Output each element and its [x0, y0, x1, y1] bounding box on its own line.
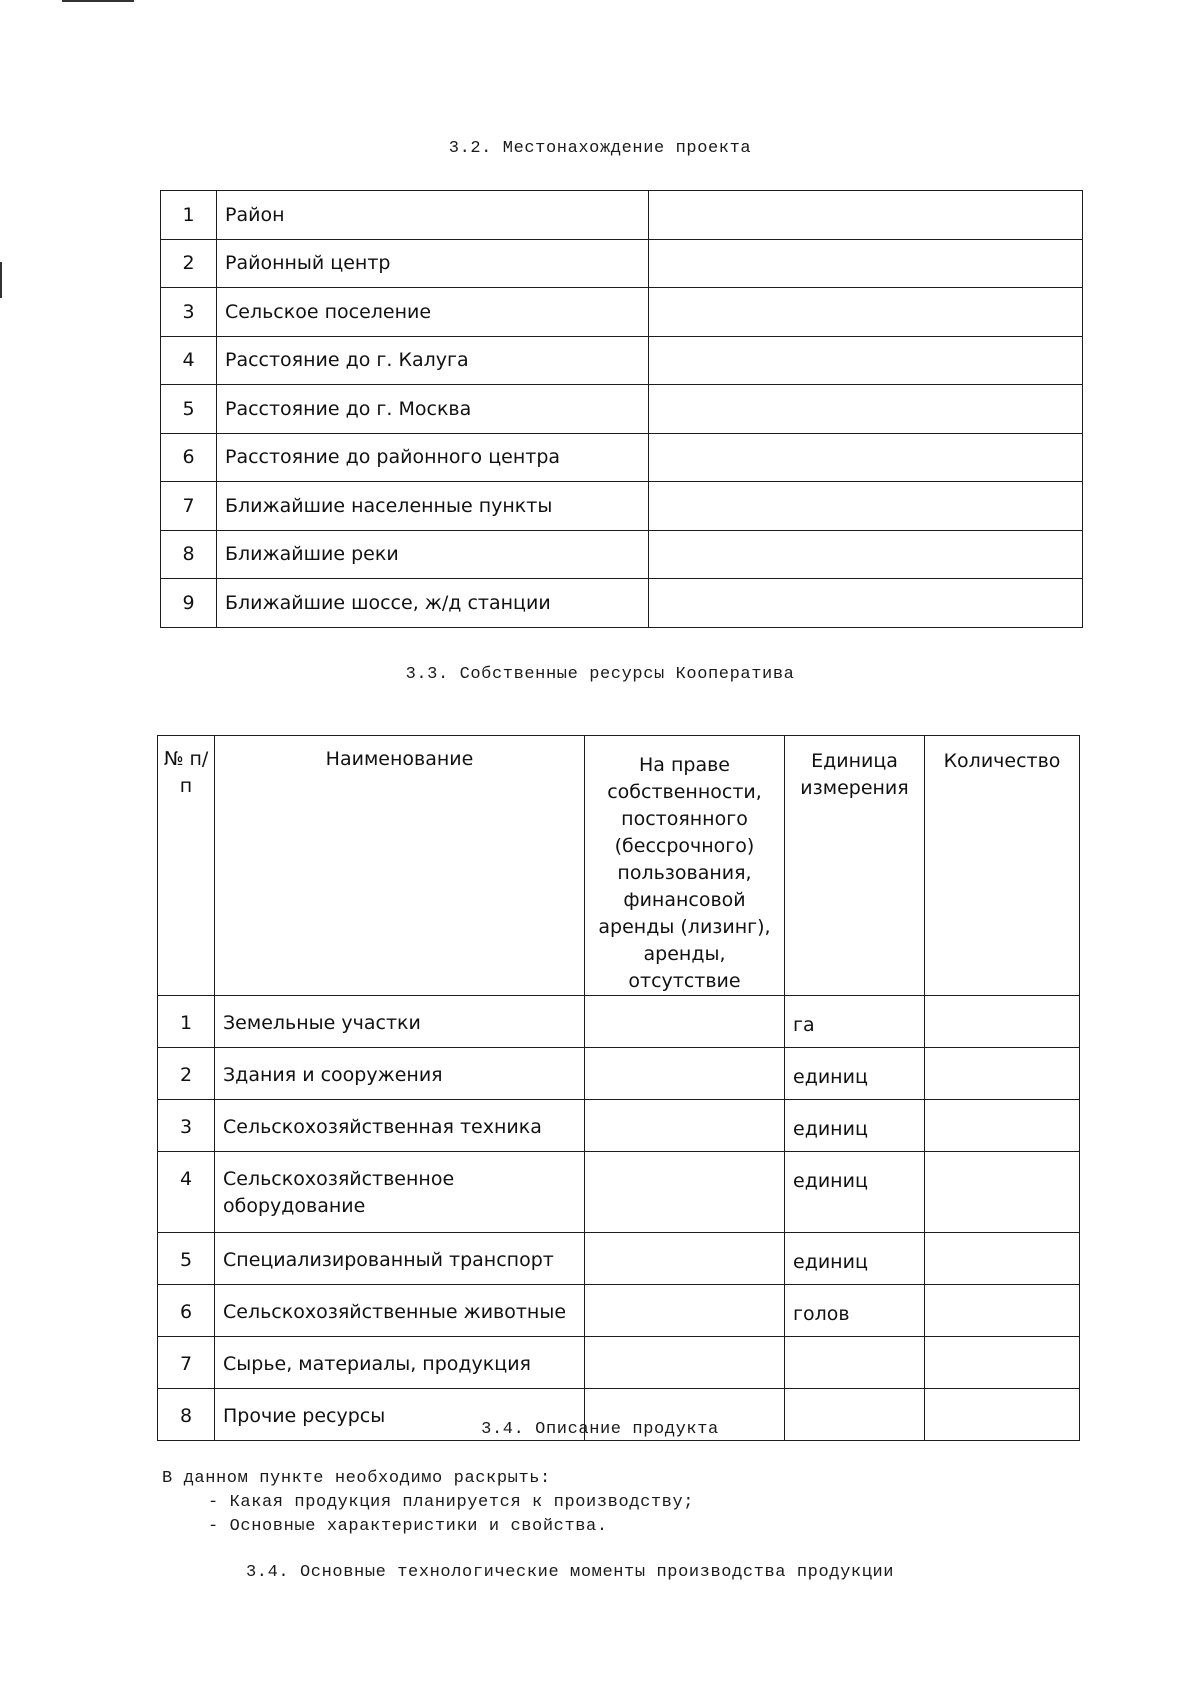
table-row: [161, 191, 1083, 240]
row-number: 8: [158, 1389, 215, 1441]
row-number: 1: [158, 996, 215, 1048]
table-row: [161, 530, 1083, 579]
row-number: 3: [158, 1100, 215, 1152]
row-unit: га: [785, 996, 925, 1048]
row-number: 4: [161, 336, 217, 385]
row-number: 7: [161, 482, 217, 531]
row-value-cell[interactable]: [649, 239, 1083, 288]
table-row: [161, 336, 1083, 385]
section-resources-heading: 3.3. Собственные ресурсы Кооператива: [405, 665, 795, 684]
row-value-cell[interactable]: [649, 433, 1083, 482]
row-label: Расстояние до районного центра: [217, 433, 649, 482]
row-number: 4: [158, 1152, 215, 1233]
row-value-cell[interactable]: [649, 482, 1083, 531]
header-ownership: На праве собственности, постоянного (бессрочного) пользования, финансовой аренды (лизинг), аренды, отсутствие: [585, 736, 785, 996]
table-header-row: [158, 736, 1080, 996]
location-table: [160, 190, 1083, 628]
table-row: [158, 1233, 1080, 1285]
row-value-cell[interactable]: [649, 530, 1083, 579]
resources-table: [157, 735, 1080, 1441]
row-name: Сырье, материалы, продукция: [215, 1337, 585, 1389]
row-name: Прочие ресурсы: [215, 1389, 585, 1441]
row-value-cell[interactable]: [649, 579, 1083, 628]
scan-mark-left: [0, 262, 2, 298]
row-label: Расстояние до г. Калуга: [217, 336, 649, 385]
row-ownership-cell[interactable]: [585, 1152, 785, 1233]
row-number: 5: [161, 385, 217, 434]
row-number: 7: [158, 1337, 215, 1389]
row-quantity-cell[interactable]: [925, 1100, 1080, 1152]
table-row: [161, 239, 1083, 288]
row-name: Специализированный транспорт: [215, 1233, 585, 1285]
row-ownership-cell[interactable]: [585, 1285, 785, 1337]
row-unit: [785, 1337, 925, 1389]
row-value-cell[interactable]: [649, 336, 1083, 385]
row-ownership-cell[interactable]: [585, 1100, 785, 1152]
row-number: 6: [158, 1285, 215, 1337]
row-name: Здания и сооружения: [215, 1048, 585, 1100]
row-name: Земельные участки: [215, 996, 585, 1048]
table-row: [161, 579, 1083, 628]
section-technology-heading: 3.4. Основные технологические моменты производства продукции: [246, 1563, 895, 1582]
product-bullet: - Основные характеристики и свойства.: [208, 1517, 608, 1536]
header-number: № п/п: [158, 736, 215, 996]
product-description: [162, 1467, 1062, 1539]
row-label: Сельское поселение: [217, 288, 649, 337]
row-quantity-cell[interactable]: [925, 1337, 1080, 1389]
table-row: [161, 288, 1083, 337]
table-row: [158, 1152, 1080, 1233]
row-unit: голов: [785, 1285, 925, 1337]
row-label: Расстояние до г. Москва: [217, 385, 649, 434]
table-row: [161, 385, 1083, 434]
product-bullet: - Какая продукция планируется к производству;: [208, 1493, 695, 1512]
row-value-cell[interactable]: [649, 385, 1083, 434]
table-row: [158, 1048, 1080, 1100]
row-number: 2: [158, 1048, 215, 1100]
row-value-cell[interactable]: [649, 191, 1083, 240]
row-number: 6: [161, 433, 217, 482]
table-row: [158, 1337, 1080, 1389]
row-unit: единиц: [785, 1048, 925, 1100]
row-number: 1: [161, 191, 217, 240]
row-quantity-cell[interactable]: [925, 1048, 1080, 1100]
row-name: Сельскохозяйственная техника: [215, 1100, 585, 1152]
table-row: [161, 433, 1083, 482]
table-row: [158, 996, 1080, 1048]
row-ownership-cell[interactable]: [585, 1233, 785, 1285]
row-value-cell[interactable]: [649, 288, 1083, 337]
row-label: Ближайшие реки: [217, 530, 649, 579]
row-name: Сельскохозяйственные животные: [215, 1285, 585, 1337]
table-row: [158, 1285, 1080, 1337]
row-label: Ближайшие шоссе, ж/д станции: [217, 579, 649, 628]
row-label: Районный центр: [217, 239, 649, 288]
row-name: Сельскохозяйственное оборудование: [215, 1152, 585, 1233]
row-label: Ближайшие населенные пункты: [217, 482, 649, 531]
row-label: Район: [217, 191, 649, 240]
header-name: Наименование: [215, 736, 585, 996]
row-quantity-cell[interactable]: [925, 1285, 1080, 1337]
row-number: 5: [158, 1233, 215, 1285]
scan-mark-top: [62, 0, 134, 2]
row-quantity-cell[interactable]: [925, 1233, 1080, 1285]
row-unit: единиц: [785, 1152, 925, 1233]
row-unit: единиц: [785, 1100, 925, 1152]
section-product-heading: 3.4. Описание продукта: [481, 1420, 719, 1439]
row-number: 9: [161, 579, 217, 628]
row-ownership-cell[interactable]: [585, 996, 785, 1048]
product-intro: В данном пункте необходимо раскрыть:: [162, 1469, 551, 1488]
row-quantity-cell[interactable]: [925, 1152, 1080, 1233]
section-location-heading: 3.2. Местонахождение проекта: [448, 139, 752, 158]
row-ownership-cell[interactable]: [585, 1048, 785, 1100]
row-number: 8: [161, 530, 217, 579]
header-quantity: Количество: [925, 736, 1080, 996]
row-ownership-cell[interactable]: [585, 1337, 785, 1389]
row-number: 3: [161, 288, 217, 337]
row-quantity-cell[interactable]: [925, 996, 1080, 1048]
header-unit: Единица измерения: [785, 736, 925, 996]
table-row: [161, 482, 1083, 531]
row-unit: единиц: [785, 1233, 925, 1285]
table-row: [158, 1100, 1080, 1152]
row-number: 2: [161, 239, 217, 288]
